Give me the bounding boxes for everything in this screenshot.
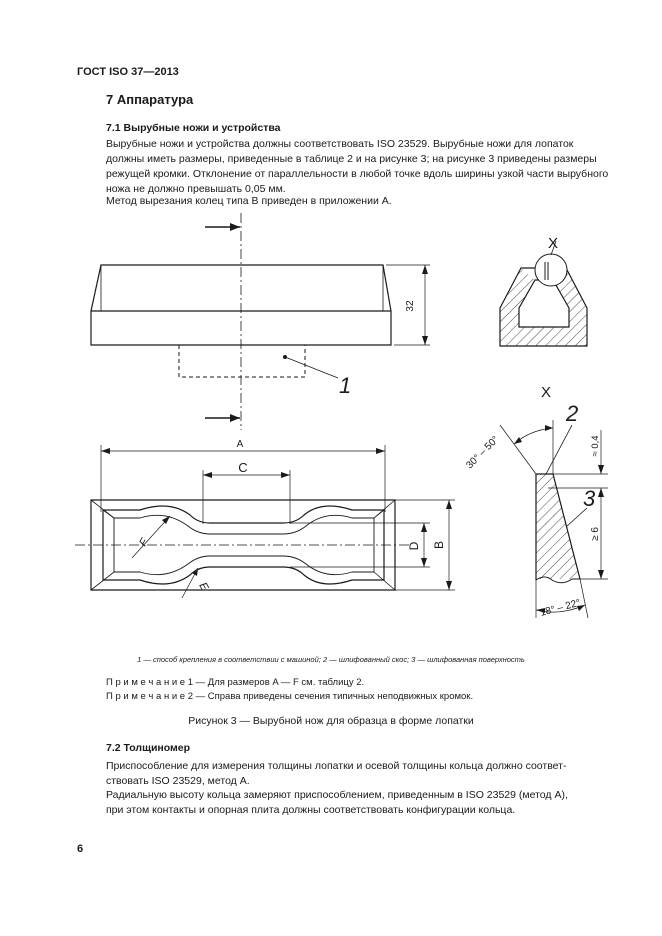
cutter-plan-view	[75, 445, 455, 598]
detail-x-label: X	[541, 384, 552, 401]
subsection-title-7-1: 7.1 Вырубные ножи и устройства	[106, 122, 281, 134]
document-header: ГОСТ ISO 37—2013	[77, 66, 179, 78]
text-line: режущей кромки. Отклонение от параллельности в любой точке вдоль ширины узкой части вырубного	[106, 168, 609, 180]
figure-note-2: П р и м е ч а н и е 2 — Справа приведены сечения типичных неподвижных кромок.	[106, 691, 474, 702]
paragraph-7-2-a	[106, 759, 616, 789]
dim-32-label: 32	[405, 300, 416, 312]
angle-bottom-label: 18° – 22°	[538, 597, 582, 619]
text-line: при этом контакты и опорная плита должны соответствовать конфигурации кольца.	[106, 804, 516, 816]
detail-x-marker: X	[548, 235, 559, 252]
dim-a-label: A	[236, 439, 244, 450]
text-line: ствовать ISO 23529, метод A.	[106, 775, 250, 787]
figure-note-1: П р и м е ч а н и е 1 — Для размеров A — F см. таблицу 2.	[106, 677, 365, 688]
dim-d-label: D	[407, 541, 421, 551]
paragraph-7-1-b: Метод вырезания колец типа B приведен в приложении A.	[106, 195, 392, 207]
dim-e-label: E	[196, 580, 211, 593]
text-line: Приспособление для измерения толщины лопатки и осевой толщины кольца должно соответ-	[106, 760, 567, 772]
cutter-cross-section	[500, 241, 587, 346]
cutter-side-view	[91, 265, 430, 378]
text-line: Радиальную высоту кольца замеряют приспособлением, приведенным в ISO 23529 (метод A),	[106, 789, 568, 801]
dim-b-label: B	[432, 540, 446, 550]
figure-3-drawing	[0, 205, 662, 645]
text-line: должны иметь размеры, приведенные в таблице 2 и на рисунке 3; на рисунке 3 приведены размеры	[106, 153, 597, 165]
angle-top-label: 30° – 50°	[464, 434, 502, 472]
paragraph-7-1-a	[106, 137, 616, 197]
figure-caption: Рисунок 3 — Вырубной нож для образца в форме лопатки	[188, 715, 474, 727]
page-number: 6	[77, 843, 84, 855]
dim-f-label: F	[137, 536, 151, 549]
text-line: Вырубные ножи и устройства должны соответствовать ISO 23529. Вырубные ножи для лопаток	[106, 138, 574, 150]
dim-c-label: C	[238, 460, 248, 475]
paragraph-7-2-b	[106, 788, 616, 818]
callout-1: 1	[339, 373, 352, 398]
section-title: 7 Аппаратура	[106, 92, 194, 107]
force-arrow-top	[205, 223, 240, 231]
force-arrow-bottom	[205, 414, 240, 422]
figure-legend: 1 — способ крепления в соответствии с машиной; 2 — шлифованный скос; 3 — шлифованная поверхность	[137, 655, 525, 664]
callout-3: 3	[583, 486, 596, 511]
dim-6-label: ≥ 6	[590, 527, 601, 541]
dim-04-label: ≈ 0,4	[590, 435, 601, 457]
subsection-title-7-2: 7.2 Толщиномер	[106, 742, 191, 754]
callout-2: 2	[566, 401, 579, 426]
text-line: ножа не должно превышать 0,05 мм.	[106, 183, 286, 195]
